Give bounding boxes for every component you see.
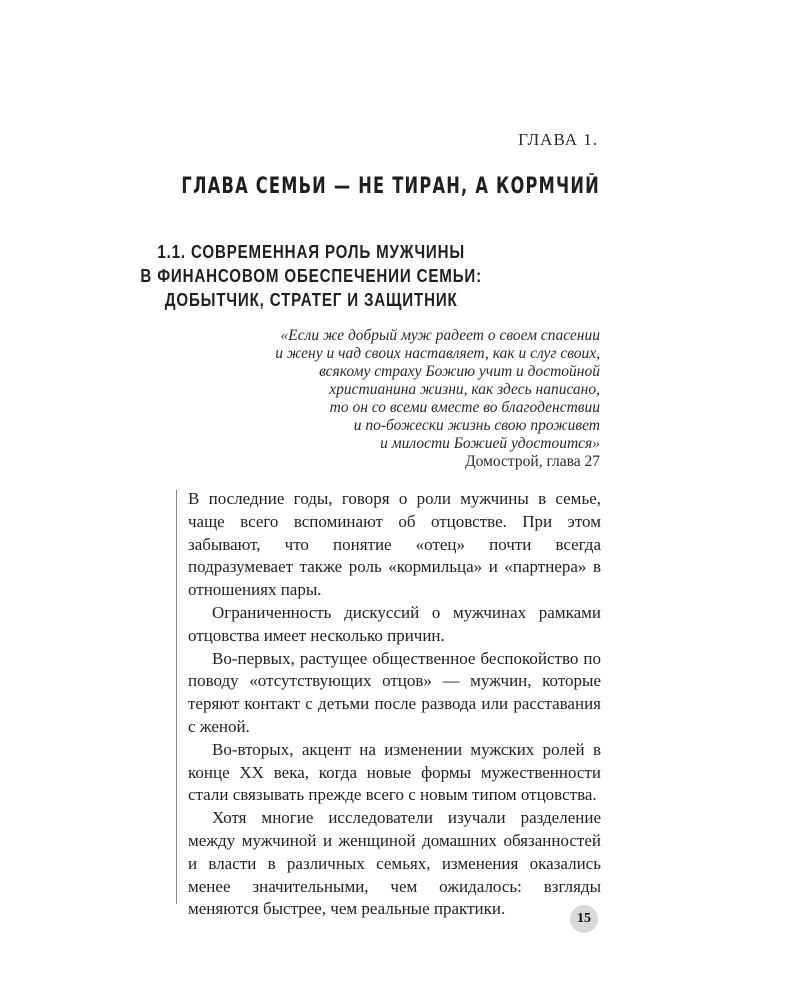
body-text	[188, 488, 601, 921]
paragraph: Хотя многие исследователи изучали разделение между мужчиной и женщиной домашних обязанностей и власти в различных семьях, изменения оказались менее значительными, чем ожидалось: взгляды меняются быстрее, чем реальные практики.	[188, 808, 601, 919]
epigraph-line: «Если же добрый муж радеет о своем спасении	[280, 327, 600, 344]
epigraph-line: христианина жизни, как здесь написано,	[329, 381, 600, 398]
section-title-line: В ФИНАНСОВОМ ОБЕСПЕЧЕНИИ СЕМЬИ:	[140, 266, 483, 286]
paragraph: Ограниченность дискуссий о мужчинах рамками отцовства имеет несколько причин.	[188, 602, 601, 645]
paragraph: Во-вторых, акцент на изменении мужских ролей в конце XX века, когда новые формы мужественности стали связывать прежде всего с новым типом отцовства.	[188, 739, 601, 805]
epigraph-line: и жену и чад своих наставляет, как и слуг своих,	[275, 345, 600, 362]
page-number: 15	[570, 905, 598, 933]
chapter-number: ГЛАВА 1.	[518, 130, 598, 149]
section-title-line: 1.1. СОВРЕМЕННАЯ РОЛЬ МУЖЧИНЫ	[157, 242, 466, 262]
section-title	[59, 240, 563, 312]
epigraph-line: то он со всеми вместе во благоденствии	[329, 399, 600, 416]
paragraph: Во-первых, растущее общественное беспокойство по поводу «отсутствующих отцов» — мужчин, которые теряют контакт с детьми после развода или расставания с женой.	[188, 648, 601, 736]
epigraph-line: всякому страху Божию учит и достойной	[319, 363, 600, 380]
paragraph: В последние годы, говоря о роли мужчины в семье, чаще всего вспоминают об отцовстве. При этом забывают, что понятие «отец» почти всегда подразумевает также роль «кормильца» и «партнера» в отношениях пары.	[188, 489, 601, 600]
epigraph-line: и по-божески жизнь свою проживет	[353, 417, 600, 434]
margin-rule	[176, 490, 177, 904]
epigraph	[220, 327, 600, 471]
epigraph-source: Домострой, глава 27	[465, 453, 600, 470]
epigraph-line: и милости Божией удостоится»	[380, 435, 600, 452]
section-title-line: ДОБЫТЧИК, СТРАТЕГ И ЗАЩИТНИК	[164, 290, 458, 310]
chapter-title: ГЛАВА СЕМЬИ — НЕ ТИРАН, А КОРМЧИЙ	[181, 174, 600, 199]
